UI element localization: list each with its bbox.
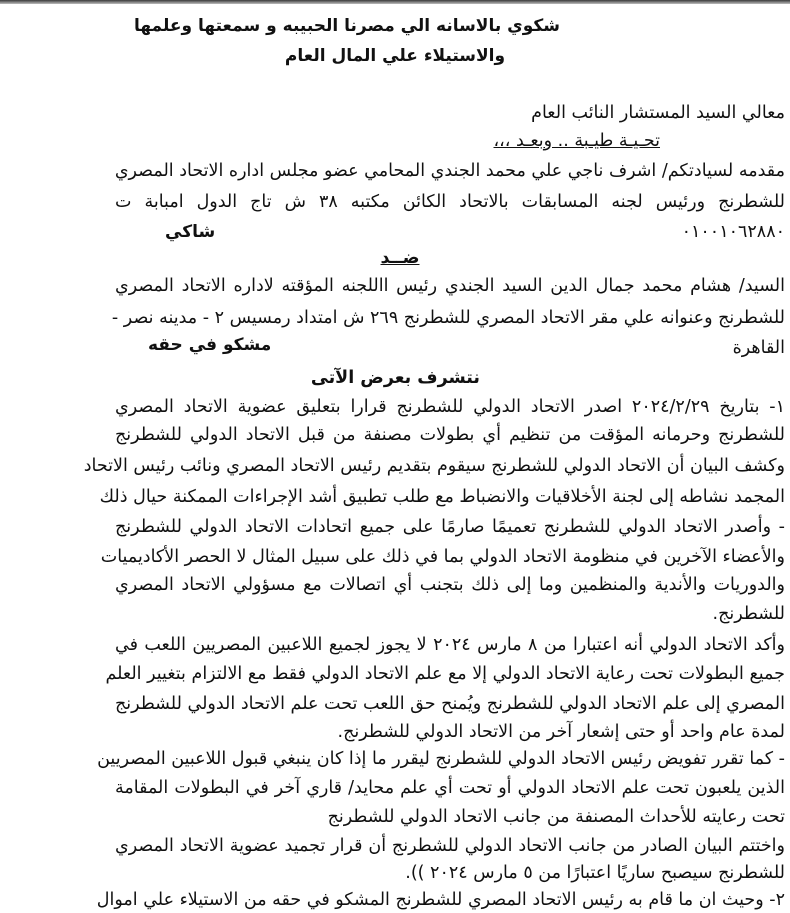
body-line: الذين يلعبون تحت علم الاتحاد الدولي أو تحت أي علم محايد/ قاري آخر في البطولات المقامة — [115, 778, 785, 798]
section-heading: نتشرف بعرض الآتى — [310, 368, 480, 388]
body-line: - وأصدر الاتحاد الدولي للشطرنج تعميمًا صارمًا على جميع اتحادات الاتحاد الدولي للشطرنج — [115, 517, 785, 537]
body-line: للشطرنج سيصبح ساريًا اعتبارًا من ٥ مارس ٢٠٢٤ )). — [405, 863, 785, 883]
complainant-line-1: مقدمه لسيادتكم/ اشرف ناجي علي محمد الجندي المحامي عضو مجلس اداره الاتحاد المصري — [114, 161, 785, 181]
addressee: معالي السيد المستشار النائب العام — [531, 103, 785, 123]
respondent-line-1: السيد/ هشام محمد جمال الدين السيد الجندي رئيس االلجنه المؤقته لاداره الاتحاد المصري — [115, 276, 785, 296]
body-line: واختتم البيان الصادر من جانب الاتحاد الدولي للشطرنج أن قرار تجميد عضوية الاتحاد المصري — [115, 836, 785, 856]
body-line: للشطرنج. — [712, 604, 785, 624]
body-line: المصري إلى علم الاتحاد الدولي للشطرنج ويُمنح حق اللعب تحت علم الاتحاد الدولي للشطرنج — [115, 694, 785, 714]
respondent-line-3: القاهرة — [732, 338, 785, 358]
body-line: تحت رعايته للأحداث المصنفة من جانب الاتحاد الدولي للشطرنج — [327, 807, 785, 827]
respondent-line-2: للشطرنج وعنوانه علي مقر الاتحاد المصري للشطرنج ٢٦٩ ش امتداد رمسيس ٢ - مدينه نصر - — [111, 308, 785, 328]
complainant-line-2: للشطرنج ورئيس لجنه المسابقات بالاتحاد الكائن مكتبه ٣٨ ش تاج الدول امبابة ت — [115, 192, 785, 212]
body-line: المجمد نشاطه إلى لجنة الأخلاقيات والانضباط مع طلب تطبيق أشد الإجراءات الممكنة حيال ذلك — [99, 487, 785, 507]
body-line: - كما تقرر تفويض رئيس الاتحاد الدولي للشطرنج ليقرر ما إذا كان ينبغي قبول اللاعبين المصريين — [97, 749, 785, 769]
body-line: جميع البطولات تحت رعاية الاتحاد الدولي إلا مع علم الاتحاد الدولي فقط مع الالتزام بتغيير العلم — [105, 664, 785, 684]
body-line: ١- بتاريخ ٢٠٢٤/٢/٢٩ اصدر الاتحاد الدولي للشطرنج قرارا بتعليق عضوية الاتحاد المصري — [115, 397, 785, 417]
greeting: تحـيـة طيـبة .. وبعـد ،،، — [493, 131, 660, 151]
body-line: وكشف البيان أن الاتحاد الدولي للشطرنج سيقوم بتقديم رئيس الاتحاد المصري ونائب رئيس الاتحاد — [83, 456, 785, 476]
body-line: والأعضاء الآخرين في منظومة الاتحاد الدولي بما في ذلك على سبيل المثال لا الحصر الأكاديميات — [100, 547, 785, 567]
document-title-line-2: والاستيلاء علي المال العام — [284, 46, 506, 66]
complainant-role-label: شاكي — [165, 222, 216, 242]
body-line: وأكد الاتحاد الدولي أنه اعتبارا من ٨ مارس ٢٠٢٤ لا يجوز لجميع اللاعبين المصريين اللعب في — [115, 635, 785, 655]
body-line: للشطرنج وحرمانه المؤقت من تنظيم أي بطولات مصنفة من قبل الاتحاد الدولي للشطرنج — [115, 425, 785, 445]
versus-heading: ضــد — [380, 248, 420, 268]
body-line: ٢- وحيث ان ما قام به رئيس الاتحاد المصري للشطرنج المشكو في حقه من الاستيلاء علي اموال — [96, 890, 785, 910]
document-title-line-1: شكوي بالاسانه الي مصرنا الحبيبه و سمعتها وعلمها — [133, 16, 560, 36]
respondent-role-label: مشكو في حقه — [148, 335, 272, 355]
body-line: والدوريات والأندية والمنظمين وما إلى ذلك بتجنب أي اتصالات مع مسؤولي الاتحاد المصري — [115, 575, 785, 595]
complainant-phone: ٠١٠٠١٠٦٢٨٨٠ — [681, 222, 785, 242]
body-line: لمدة عام واحد أو حتى إشعار آخر من الاتحاد الدولي للشطرنج. — [337, 722, 785, 742]
